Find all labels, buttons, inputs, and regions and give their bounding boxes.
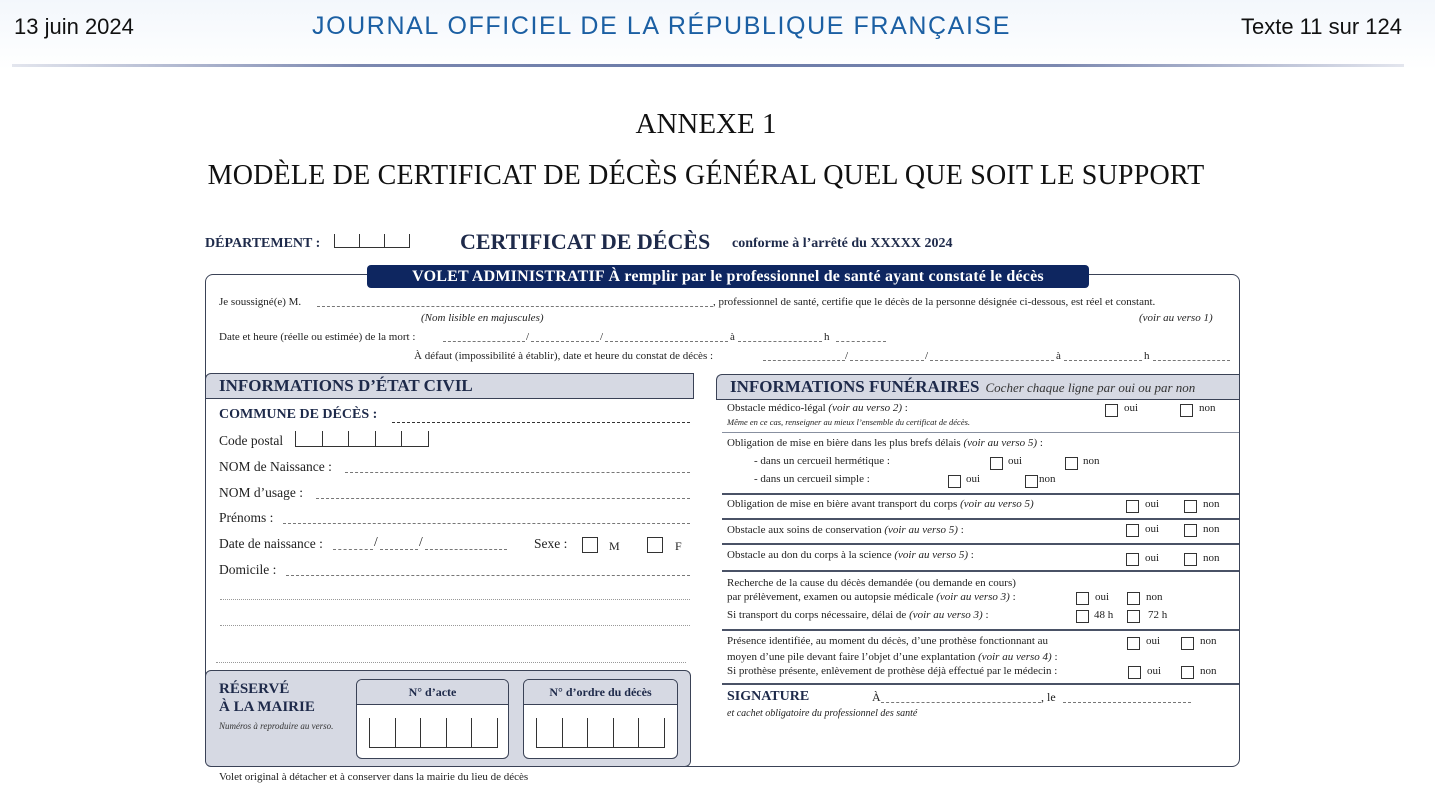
sexe-label: Sexe : — [534, 536, 568, 551]
delai-48h-label: 48 h — [1094, 609, 1114, 621]
reserve-mairie-line2: À LA MAIRIE — [219, 699, 315, 715]
oui-label: oui — [1146, 635, 1161, 647]
sexe-f-label: F — [675, 539, 682, 553]
date-constat-year[interactable] — [930, 360, 1054, 361]
recherche-cause-oui[interactable] — [1076, 592, 1089, 605]
page-indicator: Texte 11 sur 124 — [1240, 14, 1402, 39]
oui-label: oui — [1145, 523, 1160, 535]
reserve-mairie-title — [219, 680, 315, 716]
obstacle-medico-legal-note: Même en ce cas, renseigner au mieux l’ensemble du certificat de décès. — [727, 417, 971, 427]
slash: / — [419, 534, 423, 549]
slash: / — [526, 331, 530, 343]
heure-constat-hours[interactable] — [1064, 360, 1142, 361]
domicile-field-line1[interactable] — [286, 575, 690, 576]
header-divider — [12, 64, 1404, 67]
recherche-cause-line1: Recherche de la cause du décès demandée (ou demande en cours) — [727, 577, 1016, 589]
numero-acte-input[interactable] — [369, 718, 498, 748]
don-corps-science-label: Obstacle au don du corps à la science (voir au verso 5) : — [727, 549, 974, 561]
nom-usage-field[interactable] — [316, 498, 690, 499]
oui-label: oui — [1008, 455, 1023, 467]
signature-note: et cachet obligatoire du professionnel des santé — [727, 708, 918, 719]
prothese-presence-non[interactable] — [1181, 637, 1194, 650]
slash: / — [374, 534, 378, 549]
delai-72h-label: 72 h — [1148, 609, 1168, 621]
soins-conservation-oui[interactable] — [1126, 524, 1139, 537]
cercueil-hermetique-non[interactable] — [1065, 457, 1078, 470]
domicile-field-line2[interactable] — [220, 599, 690, 600]
volet-footer-note: Volet original à détacher et à conserver dans la mairie du lieu de décès — [219, 771, 529, 783]
mise-en-biere-breve-label: Obligation de mise en bière dans les plus brefs délais (voir au verso 5) : — [727, 437, 1043, 449]
signature-le-label: , le — [1041, 690, 1056, 704]
non-label: non — [1146, 591, 1163, 603]
cercueil-hermetique-oui[interactable] — [990, 457, 1003, 470]
doctor-name-field[interactable] — [317, 306, 713, 307]
oui-label: oui — [1145, 552, 1160, 564]
row-divider — [722, 570, 1239, 572]
mise-en-biere-transport-oui[interactable] — [1126, 500, 1139, 513]
row-divider — [722, 432, 1239, 433]
reserve-mairie-line1: RÉSERVÉ — [219, 681, 290, 697]
don-corps-science-non[interactable] — [1184, 553, 1197, 566]
recherche-cause-line2: par prélèvement, examen ou autopsie médicale (voir au verso 3) : — [727, 591, 1016, 603]
h-label: h — [1144, 350, 1150, 362]
prothese-enlevement-non[interactable] — [1181, 666, 1194, 679]
prothese-line1: Présence identifiée, au moment du décès, d’une prothèse fonctionnant au — [727, 635, 1049, 647]
certificate-title: CERTIFICAT DE DÉCÈS — [460, 229, 711, 254]
row-divider — [722, 683, 1239, 685]
date-naissance-year[interactable] — [425, 549, 507, 550]
prothese-enlevement-oui[interactable] — [1128, 666, 1141, 679]
numero-ordre-input[interactable] — [536, 718, 665, 748]
commune-label: COMMUNE DE DÉCÈS : — [219, 407, 378, 422]
obstacle-medico-legal-non[interactable] — [1180, 404, 1193, 417]
non-label: non — [1203, 552, 1220, 564]
obstacle-medico-legal-label: Obstacle médico-légal (voir au verso 2) : — [727, 402, 908, 414]
commune-field[interactable] — [392, 422, 690, 423]
recherche-cause-non[interactable] — [1127, 592, 1140, 605]
date-naissance-label: Date de naissance : — [219, 536, 323, 551]
oui-label: oui — [1145, 498, 1160, 510]
heure-mort-hours[interactable] — [738, 341, 822, 342]
slash: / — [925, 350, 929, 362]
prothese-presence-oui[interactable] — [1127, 637, 1140, 650]
sexe-m-checkbox[interactable] — [582, 537, 598, 553]
sexe-m-label: M — [609, 539, 620, 553]
prenoms-label: Prénoms : — [219, 510, 274, 525]
domicile-field-line4[interactable] — [216, 662, 686, 663]
section-etat-civil-title: INFORMATIONS D’ÉTAT CIVIL — [219, 376, 473, 395]
section-funeraires-instruction: Cocher chaque ligne par oui ou par non — [985, 380, 1196, 395]
volet-administratif-banner: VOLET ADMINISTRATIF À remplir par le professionnel de santé ayant constaté le décès — [367, 265, 1089, 288]
cercueil-simple-non[interactable] — [1025, 475, 1038, 488]
non-label: non — [1203, 498, 1220, 510]
date-constat-day[interactable] — [763, 360, 845, 361]
date-mort-label: Date et heure (réelle ou estimée) de la mort : — [219, 331, 416, 343]
mise-en-biere-transport-label: Obligation de mise en bière avant transport du corps (voir au verso 5) — [727, 498, 1034, 510]
section-funeraires-title: INFORMATIONS FUNÉRAIRES — [730, 377, 980, 396]
row-divider — [722, 629, 1239, 631]
row-divider — [722, 518, 1239, 520]
nom-naissance-field[interactable] — [345, 472, 690, 473]
signature-a-label: À — [872, 690, 881, 704]
non-label: non — [1203, 523, 1220, 535]
h-label: h — [824, 331, 830, 343]
numero-acte-label: N° d’acte — [357, 680, 508, 705]
domicile-field-line3[interactable] — [220, 625, 690, 626]
cercueil-simple-label: - dans un cercueil simple : — [754, 473, 870, 485]
oui-label: oui — [1147, 665, 1162, 677]
defaut-label: À défaut (impossibilité à établir), date et heure du constat de décès : — [414, 350, 714, 362]
date-mort-day[interactable] — [443, 341, 525, 342]
prothese-line2: moyen d’une pile devant faire l’objet d’une explantation (voir au verso 4) : — [727, 651, 1058, 663]
section-funeraires — [716, 374, 1239, 400]
heure-constat-minutes[interactable] — [1153, 360, 1230, 361]
sexe-f-checkbox[interactable] — [647, 537, 663, 553]
signature-place-field[interactable] — [881, 702, 1041, 703]
oui-label: oui — [1095, 591, 1110, 603]
soins-conservation-label: Obstacle aux soins de conservation (voir au verso 5) : — [727, 524, 964, 536]
publication-title: JOURNAL OFFICIEL DE LA RÉPUBLIQUE FRANÇAISE — [312, 12, 1012, 40]
a-label: à — [1056, 350, 1061, 362]
date-mort-month[interactable] — [531, 341, 599, 342]
cercueil-simple-oui[interactable] — [948, 475, 961, 488]
numero-acte-box — [356, 679, 509, 759]
nom-naissance-label: NOM de Naissance : — [219, 459, 332, 474]
departement-label: DÉPARTEMENT : — [205, 236, 321, 251]
oui-label: oui — [1124, 402, 1139, 414]
date-naissance-month[interactable] — [380, 549, 418, 550]
oui-label: oui — [966, 473, 981, 485]
non-label: non — [1083, 455, 1100, 467]
nom-usage-label: NOM d’usage : — [219, 485, 303, 500]
code-postal-input[interactable] — [295, 431, 429, 447]
date-naissance-day[interactable] — [333, 549, 373, 550]
a-label: à — [730, 331, 735, 343]
heure-mort-minutes[interactable] — [836, 341, 886, 342]
domicile-label: Domicile : — [219, 562, 277, 577]
numero-ordre-box — [523, 679, 678, 759]
annexe-heading: ANNEXE 1 — [635, 108, 777, 140]
departement-input[interactable] — [334, 234, 410, 248]
document-subtitle: MODÈLE DE CERTIFICAT DE DÉCÈS GÉNÉRAL QUEL QUE SOIT LE SUPPORT — [207, 160, 1205, 191]
soins-conservation-non[interactable] — [1184, 524, 1197, 537]
slash: / — [845, 350, 849, 362]
section-etat-civil — [205, 373, 694, 399]
numero-ordre-label: N° d’ordre du décès — [524, 680, 677, 705]
non-label: non — [1039, 473, 1056, 485]
certification-text: , professionnel de santé, certifie que le décès de la personne désignée ci-dessous, est réel et constant. — [713, 296, 1156, 308]
row-divider — [722, 493, 1239, 495]
publication-date: 13 juin 2024 — [14, 14, 134, 39]
non-label: non — [1199, 402, 1216, 414]
delai-48h-checkbox[interactable] — [1076, 610, 1089, 623]
slash: / — [600, 331, 604, 343]
name-hint: (Nom lisible en majuscules) — [421, 312, 544, 324]
verso-ref-1: (voir au verso 1) — [1139, 312, 1213, 324]
reserve-mairie-note: Numéros à reproduire au verso. — [219, 721, 334, 731]
non-label: non — [1200, 635, 1217, 647]
row-divider — [722, 543, 1239, 545]
delai-transport-label: Si transport du corps nécessaire, délai de (voir au verso 3) : — [727, 609, 989, 621]
date-constat-month[interactable] — [850, 360, 924, 361]
prenoms-field[interactable] — [283, 523, 690, 524]
date-mort-year[interactable] — [605, 341, 728, 342]
obstacle-medico-legal-oui[interactable] — [1105, 404, 1118, 417]
non-label: non — [1200, 665, 1217, 677]
don-corps-science-oui[interactable] — [1126, 553, 1139, 566]
conformity-note: conforme à l’arrêté du XXXXX 2024 — [732, 236, 953, 251]
prothese-enlevement-label: Si prothèse présente, enlèvement de prothèse déjà effectué par le médecin : — [727, 665, 1058, 677]
signature-date-field[interactable] — [1063, 702, 1191, 703]
code-postal-label: Code postal — [219, 433, 284, 448]
delai-72h-checkbox[interactable] — [1127, 610, 1140, 623]
signature-title: SIGNATURE — [727, 689, 810, 704]
cercueil-hermetique-label: - dans un cercueil hermétique : — [754, 455, 890, 467]
soussigne-label: Je soussigné(e) M. — [219, 296, 302, 308]
mise-en-biere-transport-non[interactable] — [1184, 500, 1197, 513]
